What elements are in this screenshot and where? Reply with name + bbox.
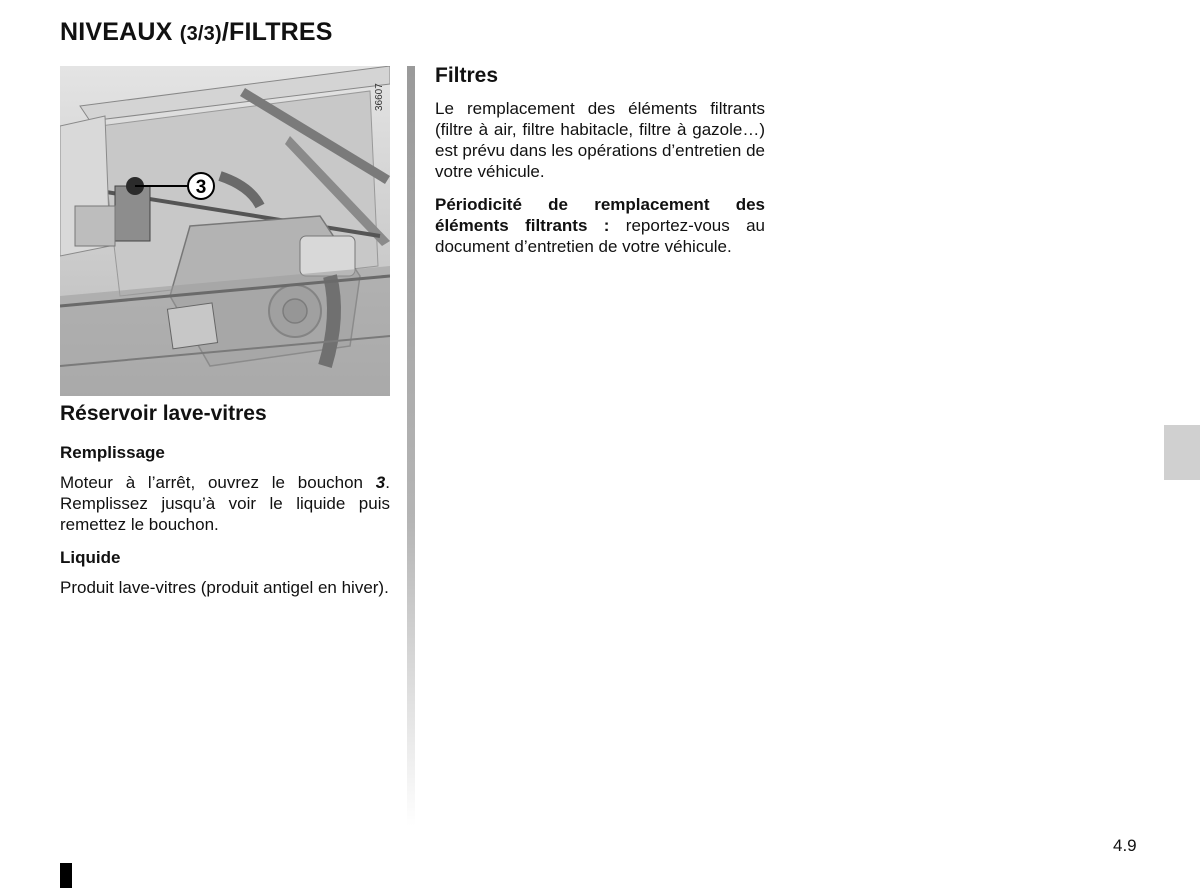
- liquide-heading: Liquide: [60, 548, 121, 567]
- filtres-section: [435, 62, 765, 269]
- remplissage-paragraph: [60, 472, 390, 535]
- remplissage-text-1: Moteur à l’arrêt, ouvrez le bouchon: [60, 473, 376, 492]
- remplissage-heading: Remplissage: [60, 443, 165, 462]
- image-code: 36607: [374, 83, 385, 111]
- page-title-part: (3/3): [179, 23, 222, 45]
- column-divider: [407, 66, 415, 826]
- reservoir-heading: Réservoir lave-vitres: [60, 402, 267, 425]
- page-title: [60, 18, 333, 47]
- engine-bay-drawing: [60, 66, 390, 396]
- liquide-paragraph: Produit lave-vitres (produit antigel en hiver).: [60, 578, 389, 597]
- remplissage-text-2: . Remplissez jusqu’à voir le liquide puis remettez le bouchon.: [60, 473, 390, 534]
- periodicite-text: reportez-vous au document d’entretien de votre véhicule.: [435, 216, 766, 256]
- filtres-paragraph: Le remplacement des éléments filtrants (filtre à air, filtre habitacle, filtre à gazole…) est prévu dans les opérations d’entretien de votre véhicule.: [435, 99, 765, 181]
- callout-label: 3: [195, 177, 207, 198]
- corner-mark: [60, 863, 72, 888]
- periodicite-label: Périodicité de remplacement des éléments filtrants :: [435, 195, 765, 235]
- periodicite-paragraph: [435, 194, 765, 257]
- page-title-suffix: /FILTRES: [221, 18, 333, 46]
- page-number: 4.9: [1113, 836, 1137, 855]
- engine-bay-illustration: [60, 66, 390, 396]
- filtres-heading: Filtres: [435, 64, 499, 87]
- chapter-tab: [1164, 425, 1200, 480]
- page-title-main: NIVEAUX: [60, 18, 173, 46]
- reservoir-section: [60, 400, 390, 610]
- cap-reference: 3: [375, 473, 386, 492]
